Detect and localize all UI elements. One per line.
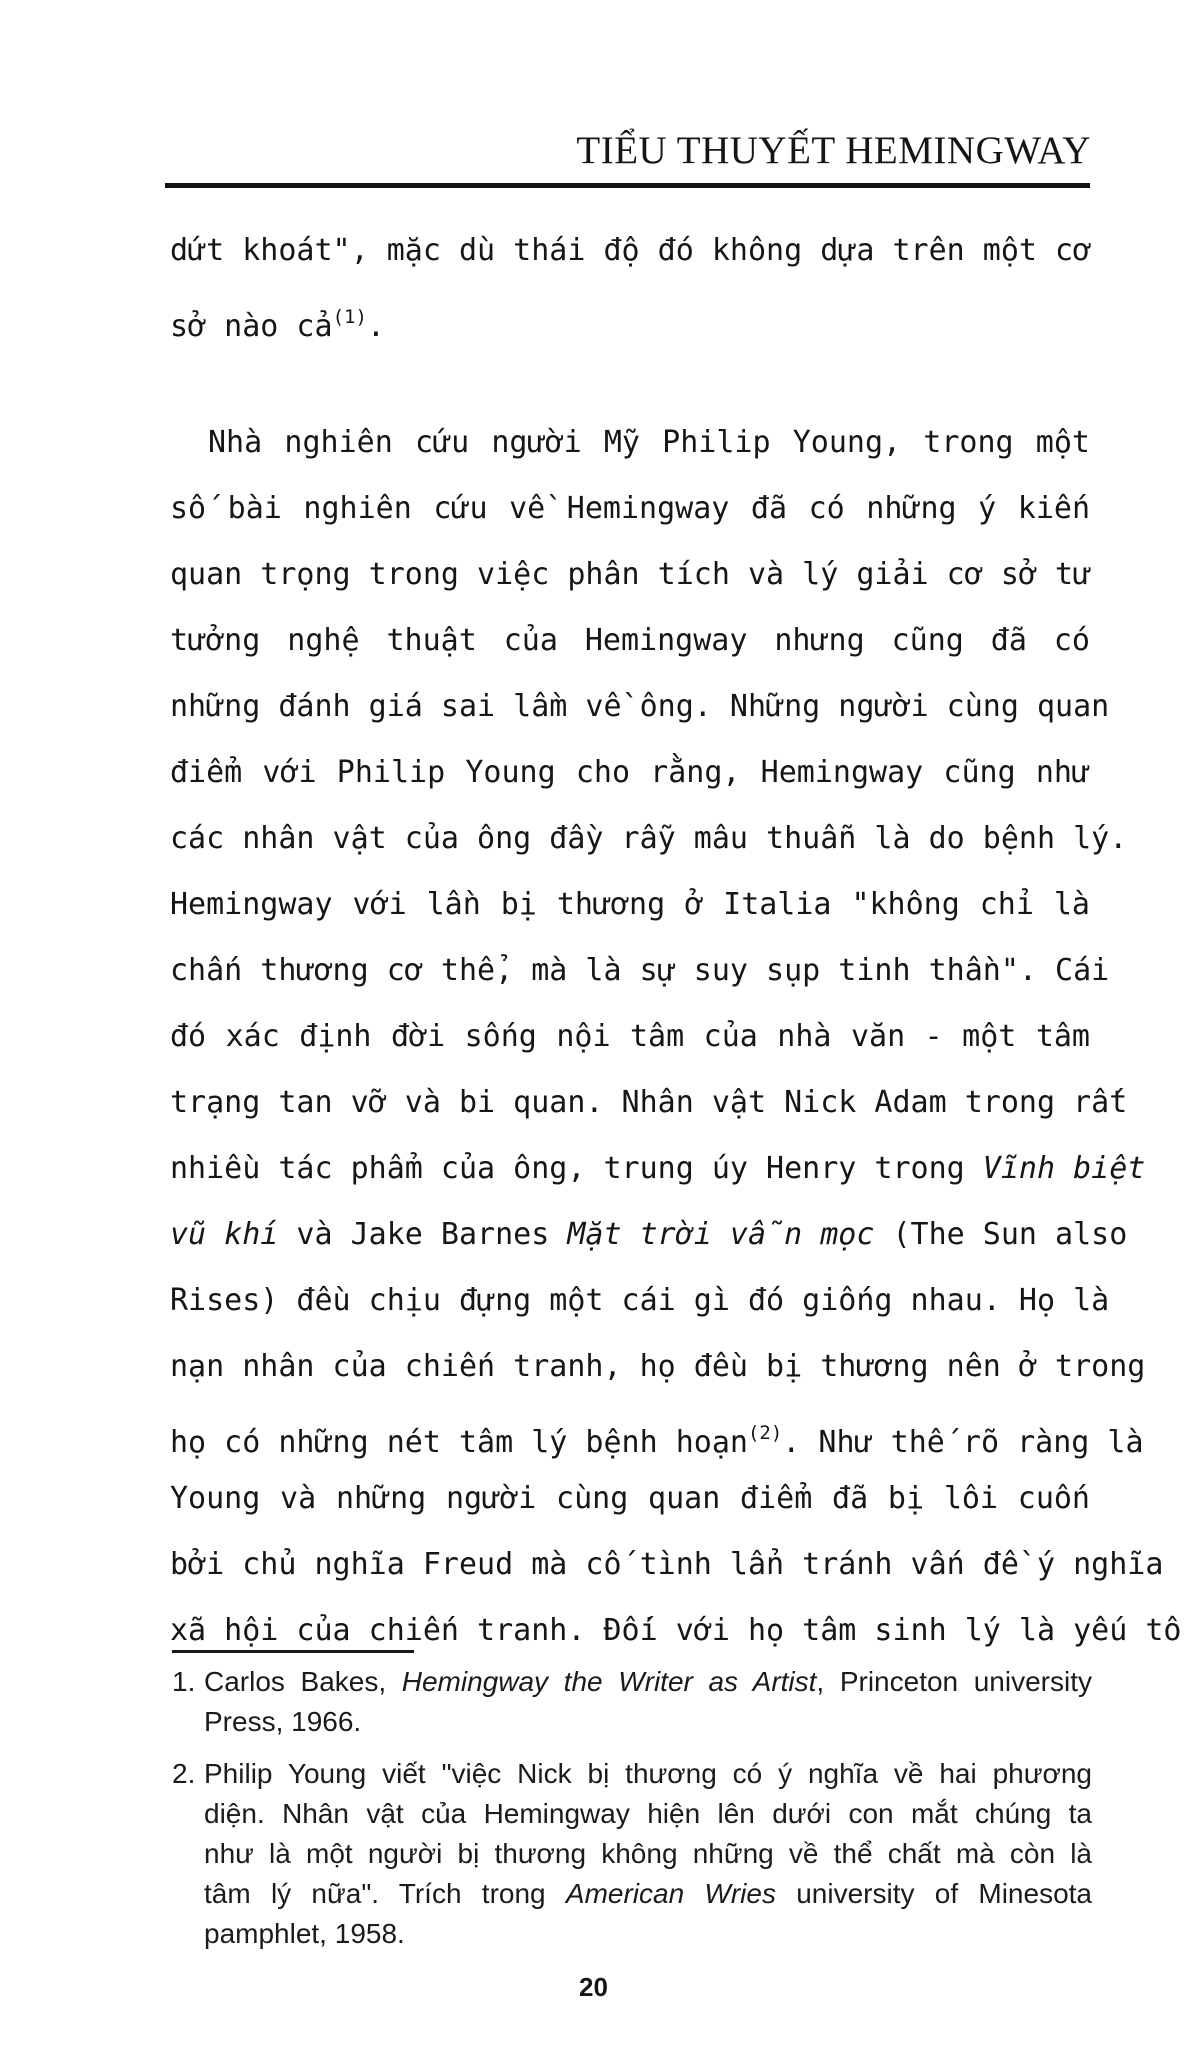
paragraph-2-line-2: số bài nghiên cứu về Hemingway đã có những ý kiến (170, 491, 1090, 526)
book-title-italic: Hemingway the Writer as Artist (401, 1666, 817, 1697)
text-run: và Jake Barnes (278, 1217, 568, 1252)
text-run: nhiều tác phẩm của ông, trung úy Henry trong (170, 1151, 983, 1186)
footnote-ref-1: (1) (332, 306, 367, 328)
paragraph-2-line-5: những đánh giá sai lầm về ông. Những người cùng quan (170, 689, 1110, 724)
text-run: (The Sun also (874, 1217, 1128, 1252)
book-title-italic: Mặt trời vẫn mọc (567, 1217, 875, 1252)
paragraph-2-line-19: xã hội của chiến tranh. Đối với họ tâm sinh lý là yếu tố (170, 1613, 1182, 1648)
footnote-1 (172, 1662, 1092, 1742)
text-run: . Như thế rõ ràng là (782, 1425, 1144, 1460)
footnote-line: như là một người bị thương không những về thể chất mà còn là (204, 1838, 1092, 1869)
book-title-italic: vũ khí (170, 1217, 279, 1252)
footnote-line: diện. Nhân vật của Hemingway hiện lên dưới con mắt chúng ta (204, 1798, 1092, 1829)
text-run: sở nào cả (170, 309, 333, 344)
paragraph-2-line-9: chấn thương cơ thể, mà là sự suy sụp tinh thần". Cái (170, 953, 1110, 988)
paragraph-2-line-11: trạng tan vỡ và bi quan. Nhân vật Nick Adam trong rất (170, 1085, 1128, 1120)
paragraph-2-line-6: điểm với Philip Young cho rằng, Hemingway cũng như (170, 755, 1090, 790)
header-rule (165, 183, 1090, 188)
footnote-line: Philip Young viết "việc Nick bị thương có ý nghĩa về hai phương (204, 1758, 1092, 1789)
paragraph-2-line-12 (170, 1136, 1146, 1202)
footnote-line (204, 1874, 1092, 1914)
footnotes (172, 1662, 1092, 1966)
paragraph-2-line-17: Young và những người cùng quan điểm đã bị lôi cuốn (170, 1481, 1090, 1516)
text-run: , Princeton university (816, 1666, 1092, 1697)
text-run: tâm lý nữa". Trích trong (204, 1878, 566, 1909)
paragraph-gap (170, 350, 1090, 410)
book-title-italic: Vĩnh biệt (982, 1151, 1146, 1186)
footnote-line: pamphlet, 1958. (204, 1918, 405, 1949)
footnote-number: 1. (172, 1666, 196, 1697)
text-run: Carlos Bakes, (204, 1666, 402, 1697)
paragraph-2-line-16 (170, 1400, 1144, 1466)
footnote-line (204, 1662, 1092, 1702)
footnote-2 (172, 1754, 1092, 1954)
paragraph-2-line-4: tưởng nghệ thuật của Hemingway nhưng cũng đã có (170, 623, 1090, 658)
footnote-line: Press, 1966. (204, 1706, 362, 1737)
footnote-number: 2. (172, 1758, 196, 1789)
paragraph-2-line-18: bởi chủ nghĩa Freud mà cố tình lẩn tránh vấn đề ý nghĩa (170, 1547, 1164, 1582)
paragraph-1-line-2 (170, 284, 1090, 350)
book-title-italic: American Wries (565, 1878, 776, 1909)
paragraph-2-line-1: Nhà nghiên cứu người Mỹ Philip Young, trong một (208, 425, 1090, 460)
paragraph-2-line-10: đó xác định đời sống nội tâm của nhà văn - một tâm (170, 1019, 1090, 1054)
paragraph-2-line-14: Rises) đều chịu đựng một cái gì đó giống nhau. Họ là (170, 1283, 1110, 1318)
footnote-rule (172, 1650, 414, 1653)
paragraph-2-line-8: Hemingway với lần bị thương ở Italia "không chỉ là (170, 887, 1090, 922)
text-run: university of Minesota (775, 1878, 1092, 1909)
text-run: họ có những nét tâm lý bệnh hoạn (170, 1425, 748, 1460)
paragraph-2-line-15: nạn nhân của chiến tranh, họ đều bị thương nên ở trong (170, 1349, 1146, 1384)
footnote-ref-2: (2) (747, 1422, 783, 1444)
paragraph-2-line-7: các nhân vật của ông đầy rẫy mâu thuẫn là do bệnh lý. (170, 821, 1128, 856)
paragraph-2-line-13 (170, 1202, 1128, 1268)
text-run: . (366, 309, 385, 344)
running-header: TIỂU THUYẾT HEMINGWAY (576, 129, 1091, 172)
page-number: 20 (579, 1972, 608, 2002)
paragraph-2-line-3: quan trọng trong việc phân tích và lý giải cơ sở tư (170, 557, 1092, 592)
body-text (170, 218, 1182, 1664)
paragraph-1-line-1: dứt khoát", mặc dù thái độ đó không dựa trên một cơ (170, 233, 1092, 268)
